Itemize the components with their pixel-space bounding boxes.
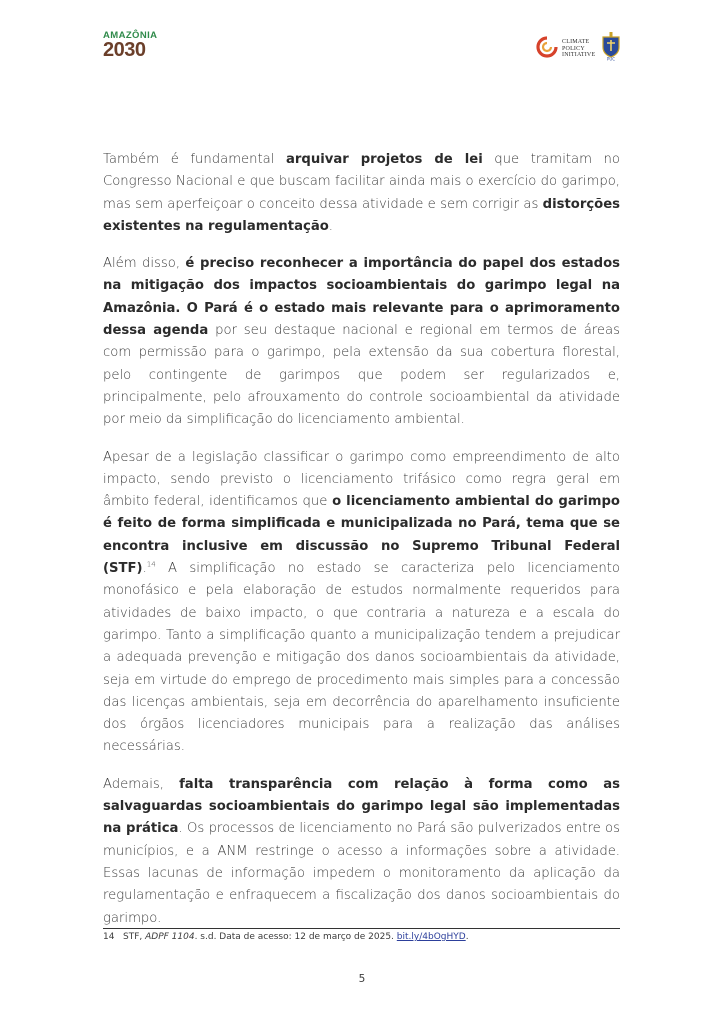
p1-bold-a: arquivar projetos de lei (286, 152, 483, 167)
footnote-link[interactable]: bit.ly/4bOgHYD (396, 932, 466, 942)
p4-bold: falta transparência com relação à forma como as salvaguardas socioambientais do garimpo legal são implementadas na prática (103, 776, 620, 837)
p2-text-b: por seu destaque nacional e regional em termos de áreas com permissão para o garimpo, pela extensão da sua cobertura florestal, pelo contingente de garimpos que podem ser regularizados e, principalmente, pelo afrouxamento do controle socioambiental da atividade por meio da simplificação do licenciamento ambiental. (103, 323, 620, 428)
p1-text-c: . (328, 218, 333, 234)
cpi-line-3: INITIATIVE (562, 52, 596, 58)
footnote-number: 14 (103, 932, 115, 942)
cpi-line-1: CLIMATE (562, 39, 590, 45)
cpi-wordmark (562, 39, 595, 59)
p1-bold-b: distorções existentes na regulamentação (103, 196, 620, 234)
p3-text-b: . (142, 561, 147, 577)
paragraph-1 (103, 149, 620, 238)
p3-text-c: A simplificação no estado se caracteriza pelo licenciamento monofásico e pela elaboração de estudos normalmente requeridos para atividades de baixo impacto, o que contraria a natureza e a escala do garimpo. Tanto a simplificação quanto a municipalização tendem a prejudicar a adequada prevenção e mitigação dos danos socioambientais da atividade, seja em virtude do emprego de procedimento mais simples para a concessão das licenças ambientais, seja em decorrência do aparelhamento insuficiente dos órgãos licenciadores municipais para a realização das análises necessárias. (103, 561, 620, 755)
puc-crest-icon (600, 31, 622, 61)
p4-text-a: Ademais, (103, 776, 180, 792)
p3-text-a: Apesar de a legislação classificar o garimpo como empreendimento de alto impacto, sendo previsto o licenciamento trifásico como regra geral em âmbito federal, identificamos que (103, 449, 620, 510)
paragraph-2 (103, 253, 620, 431)
footnote-end: . (465, 932, 469, 942)
paragraph-3 (103, 447, 620, 759)
cpi-puc-logo (536, 31, 626, 63)
footnote-ref-14[interactable]: 14 (146, 560, 156, 569)
paragraph-4 (103, 774, 620, 930)
logo-top-text: AMAZÔNIA (103, 30, 158, 41)
footnote-title: ADPF 1104 (145, 932, 195, 942)
p2-text-a: Além disso, (103, 256, 186, 272)
p2-bold: é preciso reconhecer a importância do papel dos estados na mitigação dos impactos socioambientais do garimpo legal na Amazônia. O Pará é o estado mais relevante para o aprimoramento dessa agenda (103, 256, 620, 339)
p4-text-b: . Os processos de licenciamento no Pará são pulverizados entre os municípios, e a ANM restringe o acesso a informações sobre a atividade. Essas lacunas de informação impedem o monitoramento da aplicação da regulamentação e enfraquecem a fiscalização dos danos socioambientais do garimpo. (103, 821, 620, 926)
footnote-date: . s.d. Data de acesso: 12 de março de 2025. (194, 932, 397, 942)
page-number: 5 (358, 973, 366, 985)
p1-text-b: que tramitam no Congresso Nacional e que buscam facilitar ainda mais o exercício do garimpo, mas sem aperfeiçoar o conceito dessa atividade e sem corrigir as (103, 152, 620, 212)
logo-bottom-text: 2030 (103, 39, 146, 61)
footnote-divider (103, 928, 620, 929)
puc-label: PUC (606, 56, 616, 61)
footnote (103, 932, 620, 942)
document-body (103, 149, 620, 945)
amazonia-2030-logo (103, 30, 167, 62)
p3-bold: o licenciamento ambiental do garimpo é feito de forma simplificada e municipalizada no Pará, tema que se encontra inclusive em discussão no Supremo Tribunal Federal (STF) (103, 494, 620, 577)
climate-policy-initiative-icon (536, 36, 558, 58)
p1-text-a: Também é fundamental (103, 152, 286, 167)
footnote-source: STF, (123, 932, 146, 942)
cpi-line-2: POLICY (562, 45, 585, 52)
